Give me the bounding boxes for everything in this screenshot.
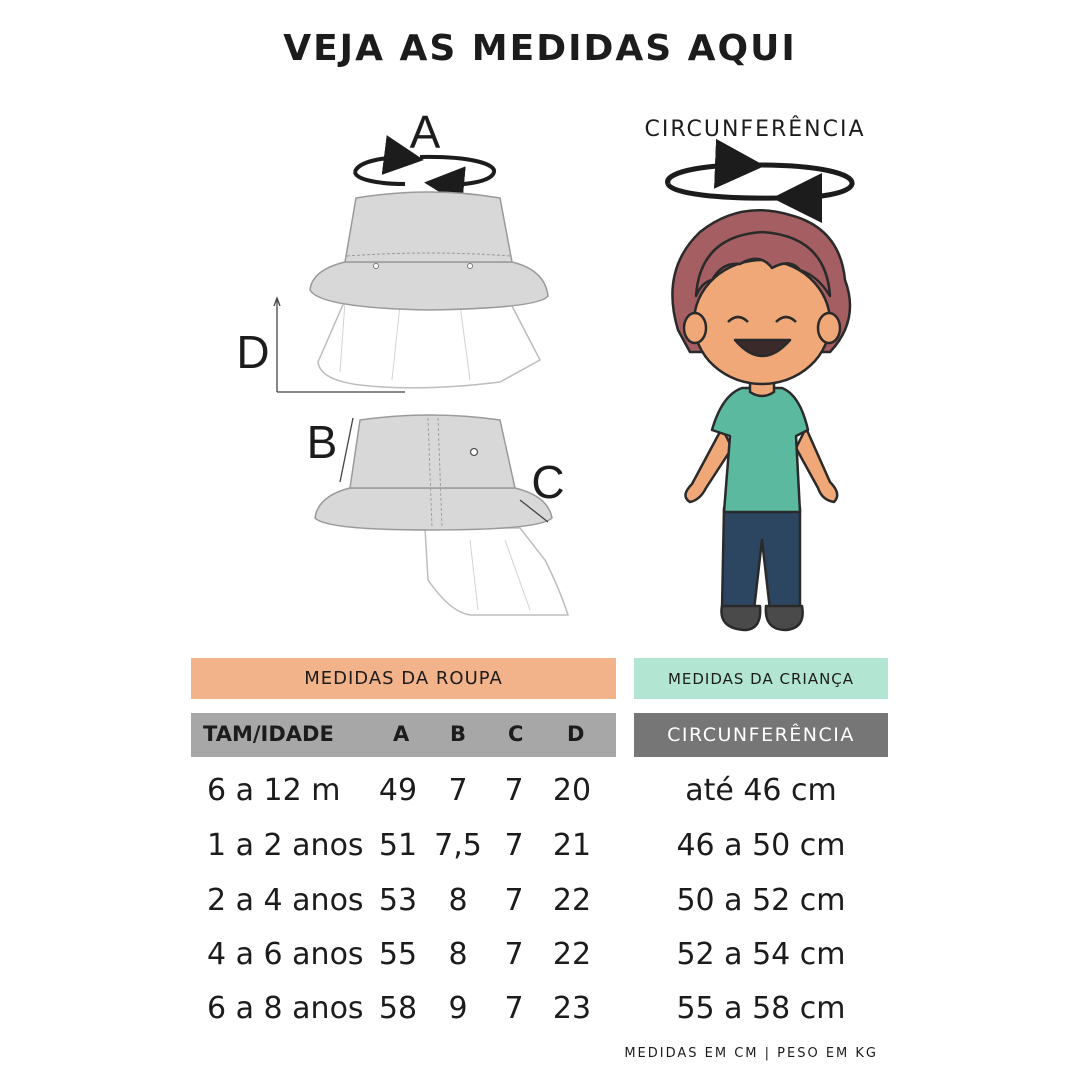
b-cell: 8	[448, 937, 468, 972]
circ-label: CIRCUNFERÊNCIA	[644, 117, 866, 142]
table-row	[0, 937, 1080, 987]
column-header-c: C	[508, 722, 524, 746]
table-row	[0, 883, 1080, 933]
column-header-d: D	[567, 722, 585, 746]
label-d: D	[236, 326, 270, 378]
bucket-hat-front-icon	[310, 192, 548, 388]
clothing-measures-header: MEDIDAS DA ROUPA	[191, 658, 616, 699]
size-cell: 1 a 2 anos	[207, 828, 364, 863]
c-cell: 7	[504, 937, 524, 972]
d-cell: 23	[552, 991, 592, 1026]
label-a: A	[409, 106, 441, 158]
c-cell: 7	[504, 828, 524, 863]
size-cell: 6 a 8 anos	[207, 991, 364, 1026]
rotation-arrow-icon	[668, 165, 853, 198]
table-row	[0, 828, 1080, 878]
child-figure-icon	[672, 210, 850, 630]
a-cell: 58	[378, 991, 418, 1026]
c-cell: 7	[504, 773, 524, 808]
circumference-cell: 50 a 52 cm	[676, 883, 846, 918]
units-footnote: MEDIDAS EM CM | PESO EM KG	[624, 1046, 878, 1061]
column-header-b: B	[450, 722, 467, 746]
size-cell: 4 a 6 anos	[207, 937, 364, 972]
bucket-hat-side-icon	[315, 415, 568, 615]
label-b: B	[306, 416, 338, 468]
a-cell: 51	[378, 828, 418, 863]
table-row	[0, 991, 1080, 1041]
d-cell: 21	[552, 828, 592, 863]
c-cell: 7	[504, 883, 524, 918]
b-cell: 7,5	[434, 828, 482, 863]
b-cell: 9	[448, 991, 468, 1026]
d-cell: 20	[552, 773, 592, 808]
circumference-cell: até 46 cm	[685, 773, 837, 808]
column-header-circumference: CIRCUNFERÊNCIA	[634, 713, 888, 757]
b-cell: 7	[448, 773, 468, 808]
child-measures-header: MEDIDAS DA CRIANÇA	[634, 658, 888, 699]
table-header-row	[191, 713, 616, 757]
table-row	[0, 773, 1080, 823]
a-cell: 53	[378, 883, 418, 918]
d-cell: 22	[552, 937, 592, 972]
b-cell: 8	[448, 883, 468, 918]
page-title: VEJA AS MEDIDAS AQUI	[283, 28, 797, 69]
a-cell: 49	[378, 773, 418, 808]
label-c: C	[531, 456, 565, 508]
size-cell: 6 a 12 m	[207, 773, 341, 808]
column-header-size: TAM/IDADE	[203, 722, 334, 746]
a-cell: 55	[378, 937, 418, 972]
c-cell: 7	[504, 991, 524, 1026]
column-header-a: A	[393, 722, 410, 746]
rotation-arrow-icon	[355, 157, 494, 185]
circumference-cell: 55 a 58 cm	[676, 991, 846, 1026]
d-cell: 22	[552, 883, 592, 918]
size-cell: 2 a 4 anos	[207, 883, 364, 918]
circumference-cell: 46 a 50 cm	[676, 828, 846, 863]
circumference-cell: 52 a 54 cm	[676, 937, 846, 972]
